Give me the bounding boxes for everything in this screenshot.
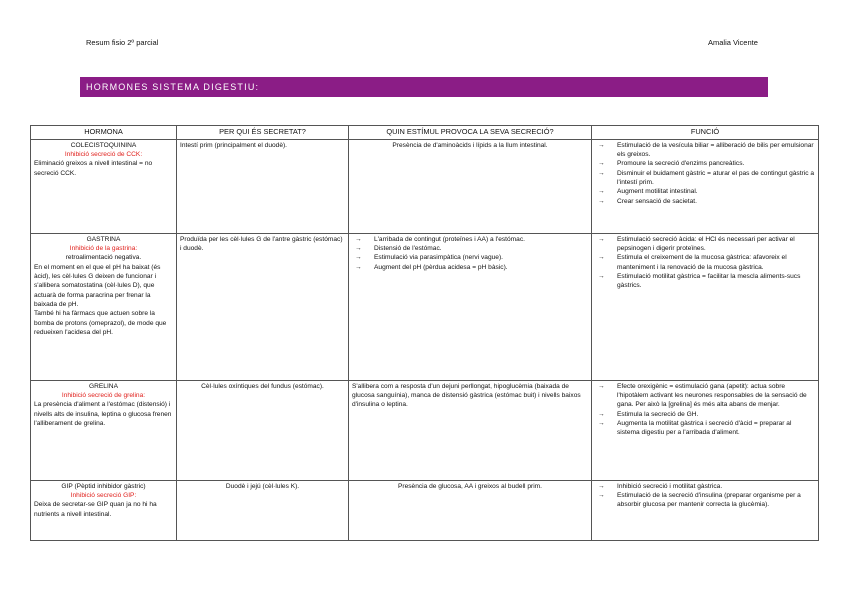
arrow-icon: → [355, 244, 362, 252]
secreted-by-cell [177, 480, 349, 540]
inhibition-title: Inhibició secreció de CCK: [64, 150, 143, 158]
document-header-left: Resum fisio 2º parcial [86, 38, 159, 47]
arrow-icon: → [355, 235, 362, 243]
inhibition-text: Deixa de secretar-se GIP quan ja no hi ha nutrients a nivell intestinal. [34, 501, 157, 518]
stimulus-text: Presència de glucosa, AA i greixos al budell prim. [397, 482, 543, 490]
list-item: → Crear sensació de sacietat. [598, 197, 697, 205]
list-item: → Augment del pH (pèrdua acidesa = pH bàsic). [355, 263, 508, 271]
arrow-icon: → [598, 254, 605, 262]
inhibition-title: Inhibició secreció de grelina: [61, 391, 146, 399]
section-banner: HORMONES SISTEMA DIGESTIU: [80, 77, 768, 97]
secreted-by-cell [177, 380, 349, 480]
list-item: → Inhibició secreció i motilitat gàstrica. [598, 482, 723, 490]
arrow-icon: → [598, 482, 605, 490]
list-item: → Augment motilitat intestinal. [598, 188, 698, 196]
list-item: → Estimula la secreció de GH. [598, 410, 699, 418]
stimulus-list [352, 235, 588, 272]
table-row [31, 380, 819, 480]
arrow-icon: → [598, 188, 605, 196]
list-item: → Disminuir el buidament gàstric = aturar el pas de contingut gàstric a l'intestí prim. [598, 169, 814, 186]
document-header-right: Amalia Vicente [708, 38, 758, 47]
secreted-by-text: Intestí prim (principalment el duodè). [180, 141, 288, 149]
stimulus-cell [349, 480, 592, 540]
list-item: → Estimula el creixement de la mucosa gàstrica: afavoreix el manteniment i la renovació de la mucosa gàstrica. [598, 254, 787, 271]
arrow-icon: → [598, 272, 605, 280]
arrow-icon: → [355, 263, 362, 271]
inhibition-text: També hi ha fàrmacs que actuen sobre la bomba de protons (omeprazol), de mode que redueixen l'acidesa del pH. [34, 310, 167, 337]
table-row [31, 480, 819, 540]
list-item: → L'arribada de contingut (proteïnes i AA) a l'estómac. [355, 235, 525, 243]
hormone-name: GRELINA [89, 382, 118, 390]
list-item: → Estimulació via parasimpàtica (nervi vague). [355, 254, 503, 262]
arrow-icon: → [598, 169, 605, 177]
inhibition-text: Eliminació greixos a nivell intestinal = no secreció CCK. [34, 160, 153, 177]
arrow-icon: → [598, 410, 605, 418]
list-item: → Promoure la secreció d'enzims pancreàtics. [598, 160, 745, 168]
list-item: → Estimulació de la secreció d'insulina (preparar organisme per a absorbir glucosa per mantenir correcta la glucèmia). [598, 491, 801, 509]
inhibition-subtitle: retroalimentació negativa. [65, 254, 142, 262]
hormone-cell [31, 233, 177, 380]
inhibition-text: La presència d'aliment a l'estómac (distensió) i nivells alts de insulina, leptina o glucosa frenen l'alliberament de grelina. [34, 401, 172, 427]
hormone-cell [31, 380, 177, 480]
hormone-cell [31, 139, 177, 233]
secreted-by-text: Duodè i jejú (cèl·lules K). [225, 482, 300, 490]
hormone-name: COLECISTOQUININA [70, 141, 137, 149]
stimulus-cell [349, 139, 592, 233]
stimulus-cell [349, 380, 592, 480]
list-item: → Estimulació secreció àcida: el HCl és necessari per activar el pepsinogen i digerir proteïnes. [598, 235, 795, 252]
arrow-icon: → [598, 141, 605, 149]
arrow-icon: → [598, 382, 605, 390]
function-list [595, 482, 815, 510]
list-item: → Distensió de l'estómac. [355, 244, 442, 252]
function-cell [592, 139, 819, 233]
stimulus-cell [349, 233, 592, 380]
list-item: → Estimulació de la vesícula biliar = alliberació de bilis per emulsionar els greixos. [598, 141, 814, 158]
function-list [595, 235, 815, 291]
arrow-icon: → [598, 160, 605, 168]
hormone-name: GASTRINA [86, 235, 121, 243]
list-item: → Efecte orexigènic = estimulació gana (apetit): actua sobre l'hipotàlem activant les neurones responsables de la sensació de gana. Per això la [grelina] és més alta abans de menjar. [598, 382, 807, 409]
secreted-by-cell [177, 233, 349, 380]
hormones-table [30, 125, 819, 541]
column-header-secreted-by: PER QUI ÉS SECRETAT? [177, 126, 349, 140]
arrow-icon: → [598, 491, 605, 499]
arrow-icon: → [355, 254, 362, 262]
list-item: → Augmenta la motilitat gàstrica i secreció d'àcid = preparar al sistema digestiu per a l'arribada d'aliment. [598, 419, 792, 437]
hormone-cell [31, 480, 177, 540]
hormone-name: GIP (Pèptid inhibidor gàstric) [61, 482, 146, 490]
inhibition-title: Inhibició secreció GIP: [70, 491, 137, 499]
column-header-stimulus: QUIN ESTÍMUL PROVOCA LA SEVA SECRECIÓ? [349, 126, 592, 140]
table-row [31, 233, 819, 380]
secreted-by-cell [177, 139, 349, 233]
column-header-hormone: HORMONA [31, 126, 177, 140]
stimulus-text: Presència de d'aminoàcids i lípids a la llum intestinal. [392, 141, 548, 149]
column-header-function: FUNCIÓ [592, 126, 819, 140]
table-header-row [31, 126, 819, 140]
secreted-by-text: Produïda per les cèl·lules G de l'antre gàstric (estómac) i duodè. [180, 235, 343, 252]
secreted-by-text: Cèl·lules oxíntiques del fundus (estómac). [201, 382, 324, 390]
inhibition-title: Inhibició de la gastrina: [69, 244, 138, 252]
function-cell [592, 480, 819, 540]
list-item: → Estimulació motilitat gàstrica = facilitar la mescla aliments-sucs gàstrics. [598, 272, 801, 290]
table-row [31, 139, 819, 233]
arrow-icon: → [598, 197, 605, 205]
function-list [595, 382, 815, 438]
function-cell [592, 380, 819, 480]
arrow-icon: → [598, 235, 605, 243]
function-cell [592, 233, 819, 380]
arrow-icon: → [598, 419, 605, 427]
inhibition-text: En el moment en el que el pH ha baixat (és àcid), les cèl·lules G deixen de funcionar i s'allibera somatostatina (cèl·lules D), que actuarà de forma paracrina per frenar la baixada de pH. [34, 263, 161, 309]
stimulus-text: S'allibera com a resposta d'un dejuni perllongat, hipoglucèmia (baixada de glucosa sanguínia), manca de distensió gàstrica (estómac buit) i nivells baixos d'insulina o leptina. [352, 382, 581, 409]
function-list [595, 141, 815, 207]
